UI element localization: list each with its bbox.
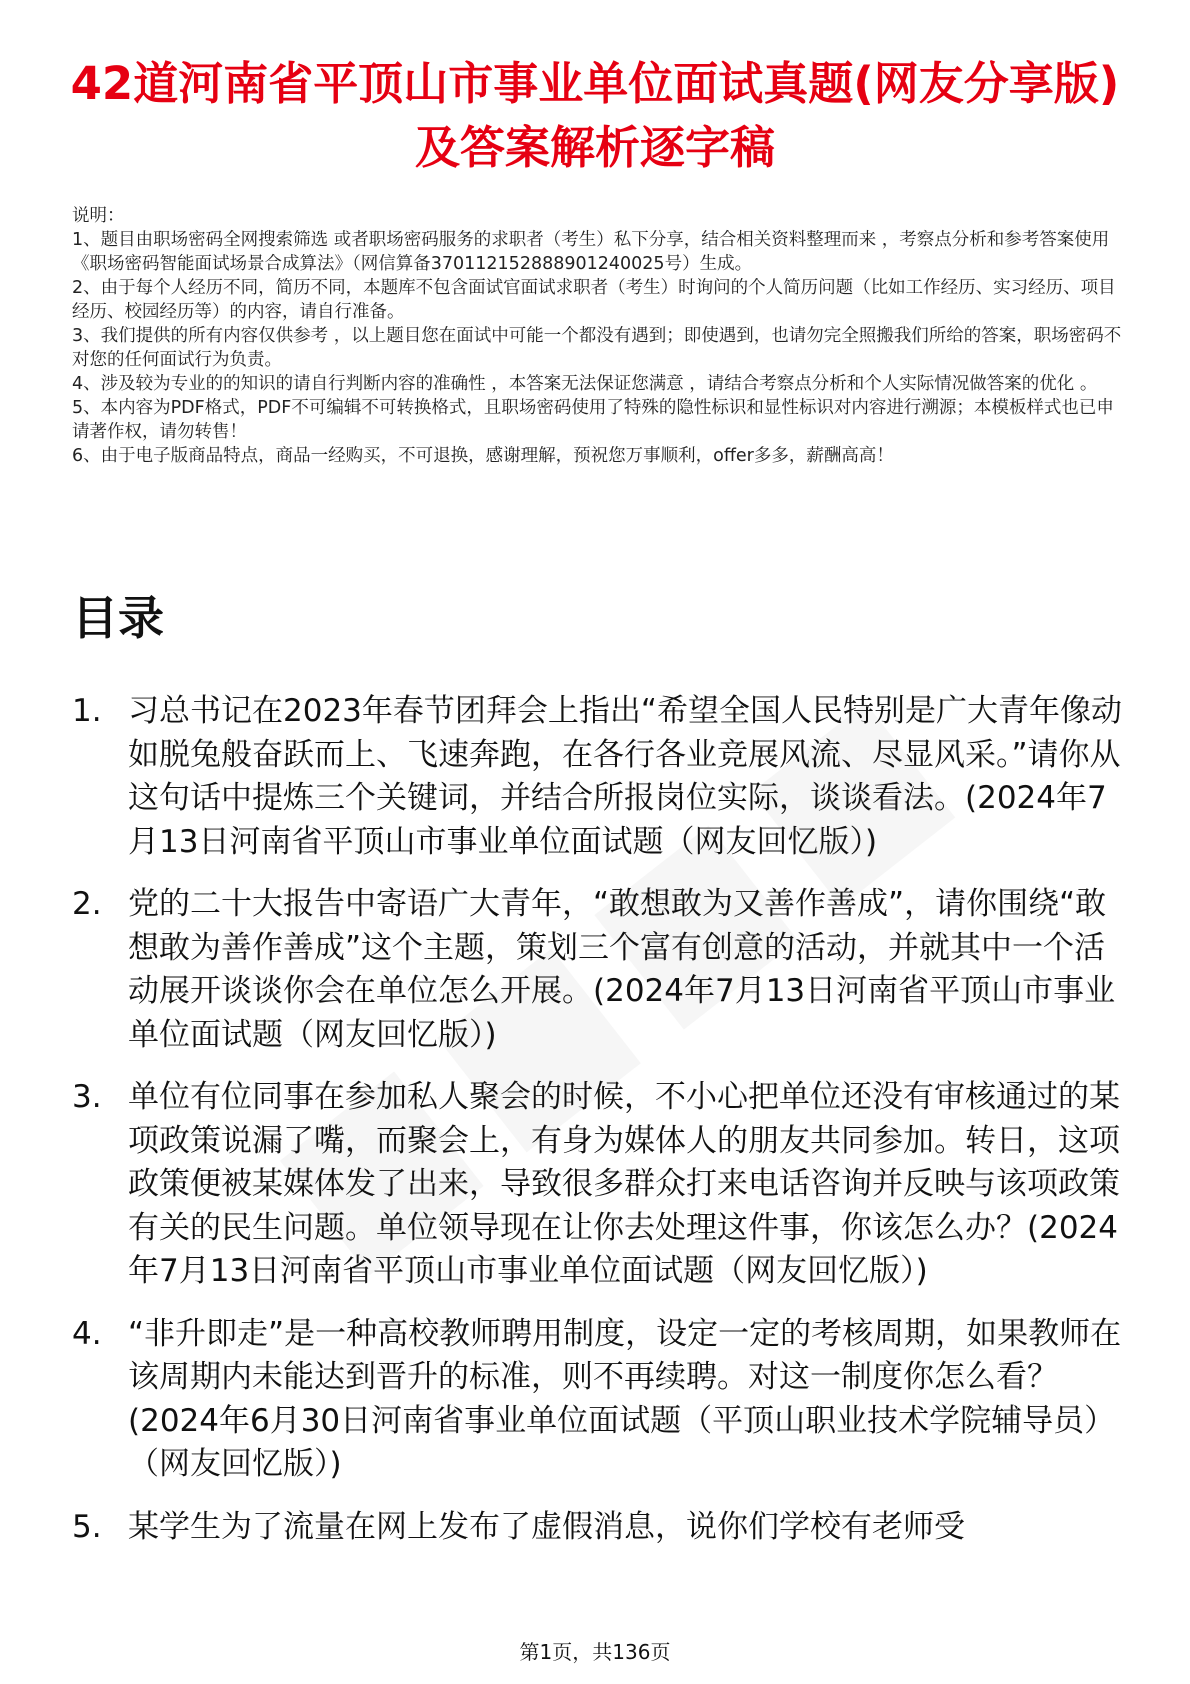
- question-item[interactable]: [72, 690, 1132, 864]
- question-number: 5.: [72, 1508, 102, 1545]
- question-number: 1.: [72, 693, 102, 729]
- question-item[interactable]: [72, 1313, 1132, 1487]
- question-text: 党的二十大报告中寄语广大青年，“敢想敢为又善作善成”，请你围绕“敢想敢为善作善成”这个主题，策划三个富有创意的活动，并就其中一个活动展开谈谈你会在单位怎么开展。(2024年7月13日河南省平顶山市事业单位面试题（网友回忆版）): [128, 886, 1116, 1053]
- note-item: 4、涉及较为专业的的知识的请自行判断内容的准确性 ，本答案无法保证您满意 ，请结合考察点分析和个人实际情况做答案的优化 。: [72, 374, 1098, 394]
- question-item[interactable]: [72, 1506, 1132, 1550]
- question-text: 单位有位同事在参加私人聚会的时候，不小心把单位还没有审核通过的某项政策说漏了嘴，而聚会上，有身为媒体人的朋友共同参加。转日，这项政策便被某媒体发了出来，导致很多群众打来电话咨询并反映与该项政策有关的民生问题。单位领导现在让你去处理这件事，你该怎么办？(2024年7月13日河南省平顶山市事业单位面试题（网友回忆版）): [128, 1079, 1120, 1289]
- document-title: 42道河南省平顶山市事业单位面试真题(网友分享版)及答案解析逐字稿: [70, 57, 1120, 174]
- note-item: 5、本内容为PDF格式，PDF不可编辑不可转换格式，且职场密码使用了特殊的隐性标识和显性标识对内容进行溯源；本模板样式也已申请著作权，请勿转售！: [72, 398, 1114, 442]
- question-number: 3.: [72, 1079, 102, 1115]
- question-text: “非升即走”是一种高校教师聘用制度，设定一定的考核周期，如果教师在该周期内未能达到晋升的标准，则不再续聘。对这一制度你怎么看？(2024年6月30日河南省事业单位面试题（平顶山职业技术学院辅导员）（网友回忆版）): [128, 1315, 1122, 1482]
- note-item: 6、由于电子版商品特点，商品一经购买，不可退换，感谢理解，预祝您万事顺利，offer多多，薪酬高高！: [72, 446, 894, 466]
- note-item: 2、由于每个人经历不同，简历不同，本题库不包含面试官面试求职者（考生）时询问的个人简历问题（比如工作经历、实习经历、项目经历、校园经历等）的内容，请自行准备。: [72, 278, 1116, 322]
- note-item: 3、我们提供的所有内容仅供参考 ，以上题目您在面试中可能一个都没有遇到；即使遇到，也请勿完全照搬我们所给的答案，职场密码不对您的任何面试行为负责。: [72, 326, 1122, 370]
- question-text: 习总书记在2023年春节团拜会上指出“希望全国人民特别是广大青年像动如脱兔般奋跃而上、飞速奔跑，在各行各业竞展风流、尽显风采。”请你从这句话中提炼三个关键词，并结合所报岗位实际，谈谈看法。(2024年7月13日河南省平顶山市事业单位面试题（网友回忆版）): [128, 693, 1122, 860]
- question-text: 某学生为了流量在网上发布了虚假消息，说你们学校有老师受: [128, 1508, 965, 1545]
- question-item[interactable]: [72, 883, 1132, 1057]
- toc-heading: 目录: [72, 591, 164, 645]
- question-list: [72, 690, 1132, 1568]
- note-item: 1、题目由职场密码全网搜索筛选 或者职场密码服务的求职者（考生）私下分享，结合相关资料整理而来 ，考察点分析和参考答案使用《职场密码智能面试场景合成算法》（网信算备370112152888901240025号）生成。: [72, 230, 1110, 274]
- page-footer: 第1页，共136页: [519, 1640, 671, 1664]
- notes-section: [72, 204, 1122, 468]
- question-number: 4.: [72, 1315, 102, 1352]
- notes-heading: 说明：: [72, 206, 125, 226]
- question-item[interactable]: [72, 1076, 1132, 1294]
- question-number: 2.: [72, 886, 102, 922]
